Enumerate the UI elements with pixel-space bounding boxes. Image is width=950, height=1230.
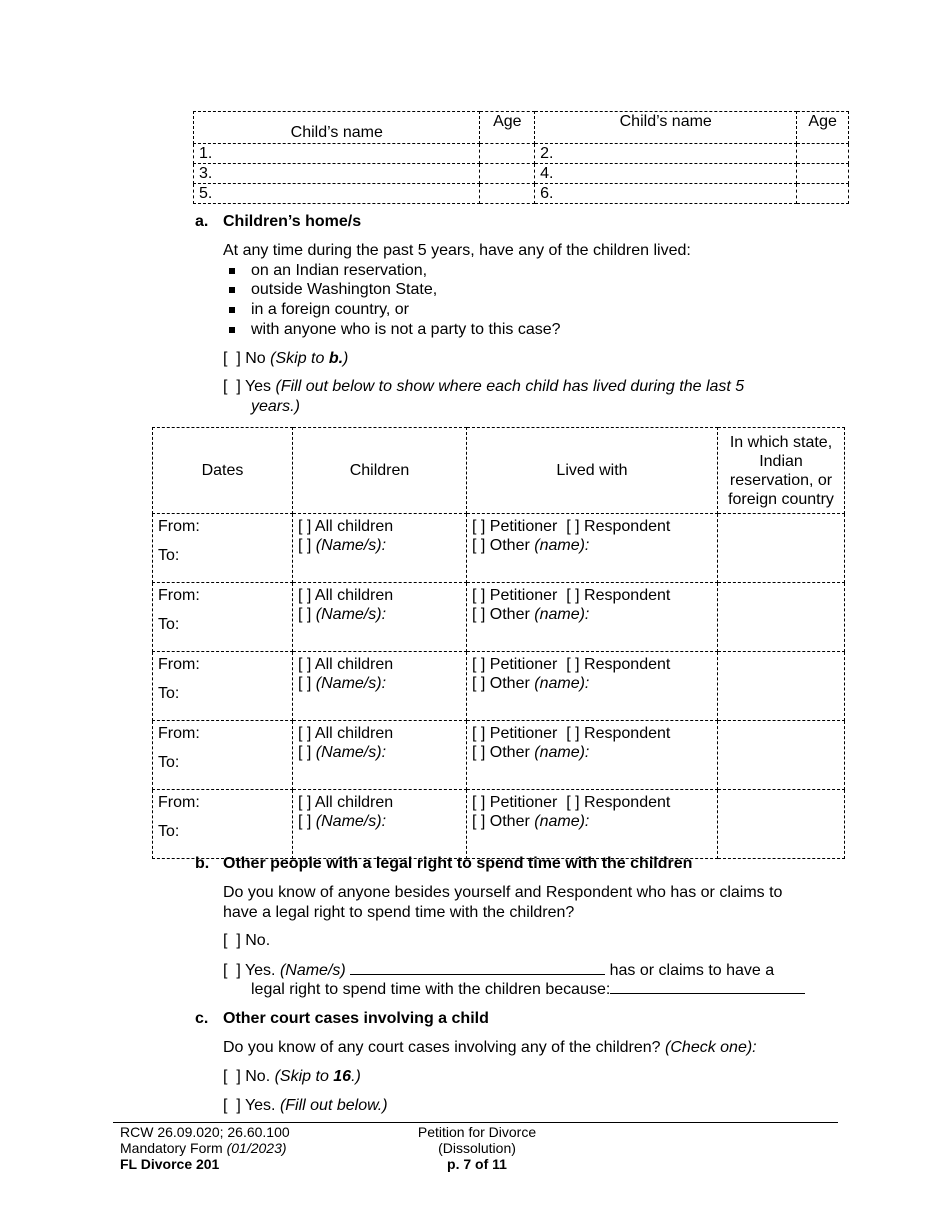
table-row <box>153 652 845 721</box>
age-header-1: Age <box>480 112 535 144</box>
all-children-option[interactable]: [ ] All children <box>298 656 394 673</box>
to-label: To: <box>158 754 180 771</box>
from-label: From: <box>158 725 200 742</box>
residence-rows <box>153 514 845 859</box>
table-row <box>194 164 849 184</box>
location-cell[interactable] <box>718 721 845 790</box>
bullet-item: in a foreign country, or <box>251 301 410 318</box>
from-label: From: <box>158 656 200 673</box>
table-row <box>194 184 849 204</box>
bullet-item: on an Indian reservation, <box>251 262 428 279</box>
section-c-title: Other court cases involving a child <box>223 1010 489 1027</box>
option-note: years.) <box>251 398 300 415</box>
option-label: Yes <box>244 378 272 395</box>
section-c-marker: c. <box>195 1010 209 1027</box>
children-cell[interactable] <box>293 583 467 652</box>
section-b-yes-option[interactable] <box>223 961 774 981</box>
from-label: From: <box>158 794 200 811</box>
location-header-line: Indian <box>759 452 803 470</box>
names-option[interactable] <box>298 536 461 555</box>
bullet-item: with anyone who is not a party to this case? <box>251 321 561 338</box>
checkbox[interactable]: [ ] <box>223 1068 241 1085</box>
section-c-yes-option[interactable] <box>223 1096 388 1116</box>
checkbox[interactable]: [ ] Other <box>472 744 530 761</box>
option-label: No <box>245 350 266 367</box>
table-row <box>194 144 849 164</box>
lived-with-cell[interactable] <box>467 790 718 859</box>
dates-cell[interactable] <box>153 583 293 652</box>
names-option[interactable] <box>298 674 461 693</box>
section-c-question <box>223 1038 757 1058</box>
children-cell[interactable] <box>293 790 467 859</box>
footer-center <box>397 1124 557 1172</box>
dates-cell[interactable] <box>153 652 293 721</box>
checkbox[interactable]: [ ] <box>298 606 312 623</box>
table-row <box>153 514 845 583</box>
petitioner-respondent-options[interactable]: [ ] Petitioner [ ] Respondent <box>472 794 671 811</box>
from-label: From: <box>158 587 200 604</box>
dates-cell[interactable] <box>153 514 293 583</box>
names-label: (Name/s): <box>315 537 387 554</box>
other-option[interactable] <box>472 812 712 831</box>
section-a-yes-option[interactable] <box>223 377 744 397</box>
child-age-cell[interactable] <box>480 164 535 184</box>
lived-with-cell[interactable] <box>467 652 718 721</box>
other-label: (name): <box>534 537 590 554</box>
checkbox[interactable]: [ ] Other <box>472 606 530 623</box>
bullet-icon <box>229 327 235 333</box>
other-option[interactable] <box>472 536 712 555</box>
child-name-cell[interactable]: 5. <box>194 184 480 204</box>
option-note: (Skip to <box>270 350 329 367</box>
option-note: (Fill out below to show where each child has lived during the last 5 <box>275 378 745 395</box>
child-age-cell[interactable] <box>797 144 849 164</box>
checkbox[interactable]: [ ] <box>223 350 241 367</box>
location-header-line: In which state, <box>729 433 833 451</box>
option-text: legal right to spend time with the children because: <box>251 981 611 998</box>
table-row <box>153 790 845 859</box>
other-label: (name): <box>534 675 590 692</box>
bullet-icon <box>229 287 235 293</box>
footer-subtitle: (Dissolution) <box>438 1140 516 1156</box>
location-cell[interactable] <box>718 652 845 721</box>
checkbox[interactable]: [ ] Other <box>472 675 530 692</box>
children-header: Children <box>293 428 467 514</box>
to-label: To: <box>158 823 180 840</box>
names-label: (Name/s): <box>315 744 387 761</box>
checkbox[interactable]: [ ] <box>298 537 312 554</box>
petitioner-respondent-options[interactable]: [ ] Petitioner [ ] Respondent <box>472 518 671 535</box>
other-option[interactable] <box>472 605 712 624</box>
child-name-header-2: Child’s name <box>535 112 797 144</box>
all-children-option[interactable]: [ ] All children <box>298 518 394 535</box>
lived-with-cell[interactable] <box>467 514 718 583</box>
checkbox[interactable]: [ ] <box>223 962 241 979</box>
location-header <box>718 428 845 514</box>
checkbox[interactable]: [ ] <box>223 1097 241 1114</box>
option-note: (Fill out below.) <box>279 1097 388 1114</box>
option-label: Yes. <box>244 962 276 979</box>
section-b-title: Other people with a legal right to spend time with the children <box>223 855 693 872</box>
children-cell[interactable] <box>293 721 467 790</box>
footer-form-id: FL Divorce 201 <box>120 1156 220 1172</box>
children-table <box>193 111 849 204</box>
checkbox[interactable]: [ ] <box>298 675 312 692</box>
children-cell[interactable] <box>293 514 467 583</box>
table-row <box>153 583 845 652</box>
section-a-no-option[interactable] <box>223 349 348 369</box>
to-label: To: <box>158 685 180 702</box>
bullet-icon <box>229 268 235 274</box>
checkbox[interactable]: [ ] <box>298 813 312 830</box>
dates-header: Dates <box>153 428 293 514</box>
option-note: .) <box>351 1068 361 1085</box>
other-option[interactable] <box>472 674 712 693</box>
option-label: No. <box>245 1068 271 1085</box>
names-label: (Name/s): <box>315 675 387 692</box>
location-cell[interactable] <box>718 514 845 583</box>
petitioner-respondent-options[interactable]: [ ] Petitioner [ ] Respondent <box>472 725 671 742</box>
section-b-question-line-2: have a legal right to spend time with the children? <box>223 904 575 921</box>
all-children-option[interactable]: [ ] All children <box>298 794 394 811</box>
table-row <box>153 721 845 790</box>
option-note-bold: 16 <box>333 1068 352 1085</box>
child-age-cell[interactable] <box>480 184 535 204</box>
petitioner-respondent-options[interactable]: [ ] Petitioner [ ] Respondent <box>472 656 671 673</box>
names-option[interactable] <box>298 743 461 762</box>
bullet-icon <box>229 307 235 313</box>
location-header-line: reservation, or <box>729 471 833 489</box>
checkbox[interactable]: [ ] <box>298 744 312 761</box>
names-label: (Name/s) <box>279 962 346 979</box>
footer-page-number: p. 7 of 11 <box>447 1156 507 1172</box>
petitioner-respondent-options[interactable]: [ ] Petitioner [ ] Respondent <box>472 587 671 604</box>
residence-table <box>152 427 845 859</box>
option-note-continued <box>251 397 300 417</box>
section-a-question: At any time during the past 5 years, have any of the children lived: <box>223 242 691 259</box>
location-header-line: foreign country <box>728 490 834 508</box>
child-age-cell[interactable] <box>797 164 849 184</box>
checkbox[interactable]: [ ] Other <box>472 537 530 554</box>
child-age-cell[interactable] <box>797 184 849 204</box>
checkbox[interactable]: [ ] <box>223 932 241 949</box>
checkbox[interactable]: [ ] <box>223 378 241 395</box>
other-label: (name): <box>534 744 590 761</box>
footer-divider <box>113 1122 838 1123</box>
names-option[interactable] <box>298 605 461 624</box>
all-children-option[interactable]: [ ] All children <box>298 725 394 742</box>
child-name-cell[interactable]: 6. <box>535 184 797 204</box>
question-text: Do you know of any court cases involving any of the children? <box>223 1039 661 1056</box>
names-label: (Name/s): <box>315 606 387 623</box>
location-cell[interactable] <box>718 583 845 652</box>
option-label: Yes. <box>244 1097 276 1114</box>
lived-with-header: Lived with <box>467 428 718 514</box>
footer-title: Petition for Divorce <box>417 1124 537 1140</box>
children-cell[interactable] <box>293 652 467 721</box>
section-b-no-option[interactable] <box>223 931 270 951</box>
all-children-option[interactable]: [ ] All children <box>298 587 394 604</box>
bullet-item: outside Washington State, <box>251 281 438 298</box>
footer-rcw: RCW 26.09.020; 26.60.100 <box>120 1124 290 1140</box>
reason-blank-line[interactable] <box>610 993 805 994</box>
option-label: No. <box>245 932 271 949</box>
section-b-yes-continued <box>251 980 805 1000</box>
dates-cell[interactable] <box>153 790 293 859</box>
section-c-no-option[interactable] <box>223 1067 361 1087</box>
child-name-cell[interactable]: 1. <box>194 144 480 164</box>
names-blank-line[interactable] <box>350 974 605 975</box>
lived-with-cell[interactable] <box>467 721 718 790</box>
section-b-marker: b. <box>195 855 210 872</box>
footer-mandatory-date: (01/2023) <box>226 1140 287 1156</box>
names-label: (Name/s): <box>315 813 387 830</box>
question-note: (Check one): <box>665 1039 757 1056</box>
section-a-title: Children’s home/s <box>223 213 362 230</box>
child-name-cell[interactable]: 4. <box>535 164 797 184</box>
option-note: (Skip to <box>274 1068 334 1085</box>
section-b-question-line-1: Do you know of anyone besides yourself and Respondent who has or claims to <box>223 884 783 901</box>
names-option[interactable] <box>298 812 461 831</box>
option-text: has or claims to have a <box>609 962 775 979</box>
age-header-2: Age <box>797 112 849 144</box>
to-label: To: <box>158 616 180 633</box>
footer-left <box>120 1124 290 1172</box>
other-label: (name): <box>534 813 590 830</box>
dates-cell[interactable] <box>153 721 293 790</box>
option-note-bold: b. <box>328 350 344 367</box>
section-a-marker: a. <box>195 213 209 230</box>
footer-mandatory <box>120 1140 290 1156</box>
child-age-cell[interactable] <box>480 144 535 164</box>
child-name-cell[interactable]: 2. <box>535 144 797 164</box>
lived-with-cell[interactable] <box>467 583 718 652</box>
checkbox[interactable]: [ ] Other <box>472 813 530 830</box>
other-label: (name): <box>534 606 590 623</box>
to-label: To: <box>158 547 180 564</box>
footer-mandatory-label: Mandatory Form <box>120 1140 227 1156</box>
option-note: ) <box>343 350 349 367</box>
child-name-cell[interactable]: 3. <box>194 164 480 184</box>
from-label: From: <box>158 518 200 535</box>
child-name-header-1: Child’s name <box>194 112 480 144</box>
other-option[interactable] <box>472 743 712 762</box>
location-cell[interactable] <box>718 790 845 859</box>
